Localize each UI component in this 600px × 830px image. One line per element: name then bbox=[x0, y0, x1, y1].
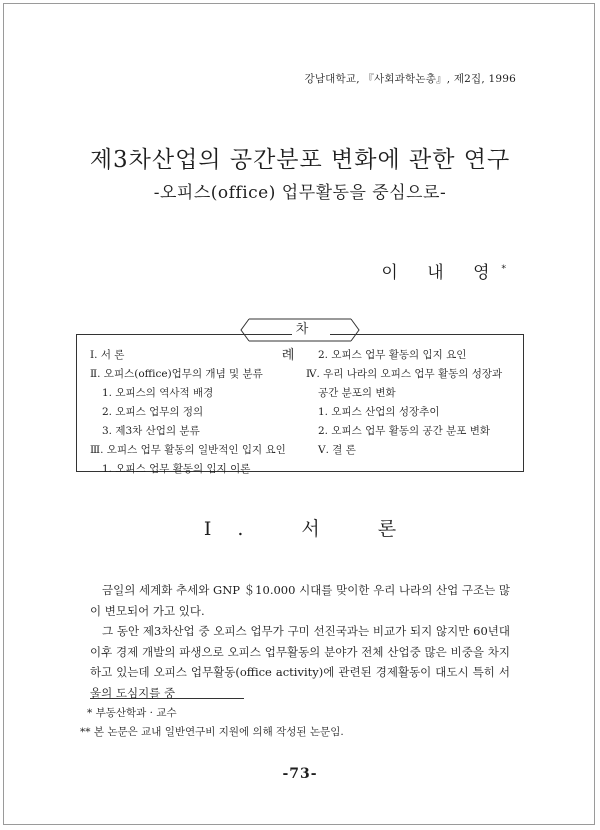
toc-item: 3. 제3차 산업의 분류 bbox=[102, 425, 200, 437]
toc-item: Ⅰ. 서 론 bbox=[90, 349, 125, 361]
toc-right-column bbox=[306, 346, 502, 460]
paper-title: 제3차산업의 공간분포 변화에 관한 연구 bbox=[89, 147, 511, 173]
toc-item: 1. 오피스 산업의 성장추이 bbox=[318, 406, 440, 418]
toc-item: 2. 오피스 업무의 정의 bbox=[102, 406, 204, 418]
author-name: 이 내 영 bbox=[381, 263, 502, 283]
toc-label-text: 차 례 bbox=[281, 322, 331, 363]
paragraph: 금일의 세계화 추세와 GNP ＄10.000 시대를 맞이한 우리 나라의 산업 구조는 많이 변모되어 가고 있다. bbox=[90, 583, 510, 618]
toc-item: 공간 분포의 변화 bbox=[318, 387, 396, 399]
toc-item: 2. 오피스 업무 활동의 입지 요인 bbox=[318, 349, 467, 361]
paper-subtitle: -오피스(office) 업무활동을 중심으로- bbox=[153, 183, 447, 203]
toc-item: 1. 오피스의 역사적 배경 bbox=[102, 387, 214, 399]
paragraph: 그 동안 제3차산업 중 오피스 업무가 구미 선진국과는 비교가 되지 않지만 60년대 이후 경제 개발의 파생으로 오피스 업무활동의 분야가 전체 산업중 많은 비중을 차지하고 있는데 오피스 업무활동(office activity)에 관련된 경제활동이 대도시 특히 서울의 도심지를 중 bbox=[90, 624, 510, 700]
footnote: * 부동산학과 · 교수 bbox=[87, 707, 177, 719]
toc-item: 1. 오피스 업무 활동의 입지 이론 bbox=[102, 463, 251, 475]
toc-item: Ⅱ. 오피스(office)업무의 개념 및 분류 bbox=[90, 368, 263, 380]
toc-item: Ⅴ. 결 론 bbox=[318, 444, 356, 456]
toc-item: 2. 오피스 업무 활동의 공간 분포 변화 bbox=[318, 425, 491, 437]
section-heading: Ⅰ. 서 론 bbox=[203, 518, 423, 540]
toc-item: Ⅲ. 오피스 업무 활동의 일반적인 입지 요인 bbox=[90, 444, 286, 456]
author-footnote-mark: * bbox=[501, 264, 506, 275]
author bbox=[381, 258, 506, 283]
footnote: ** 본 논문은 교내 일반연구비 지원에 의해 작성된 논문임. bbox=[80, 726, 344, 738]
body-text bbox=[90, 580, 510, 703]
toc-item: Ⅳ. 우리 나라의 오피스 업무 활동의 성장과 bbox=[306, 368, 503, 380]
journal-citation: 강남대학교, 『사회과학논총』, 제2집, 1996 bbox=[304, 73, 516, 85]
toc-left-column bbox=[90, 346, 286, 479]
page-number: -73- bbox=[282, 766, 318, 782]
footnote-rule bbox=[90, 698, 244, 699]
toc-label bbox=[239, 317, 361, 363]
footnotes bbox=[80, 704, 344, 742]
